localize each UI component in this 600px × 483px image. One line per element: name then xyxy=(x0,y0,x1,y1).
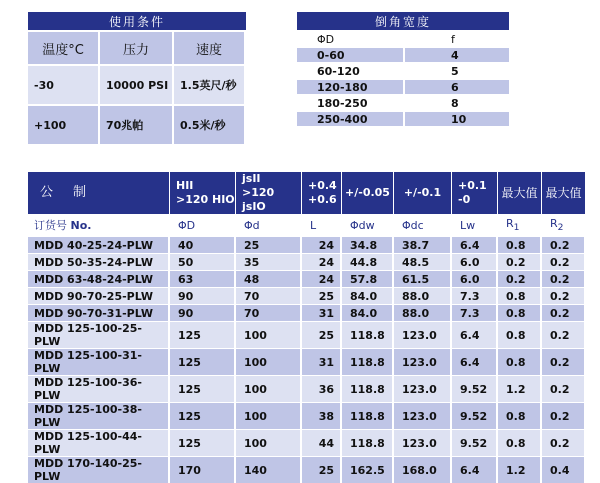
inner-diameter: 100 xyxy=(236,375,302,402)
R2-sub: 2 xyxy=(557,222,564,234)
header-row xyxy=(28,172,586,214)
label-row xyxy=(28,214,586,236)
r1-radius: 0.8 xyxy=(498,321,542,348)
dw-diameter: 84.0 xyxy=(342,304,394,321)
outer-diameter: 125 xyxy=(170,429,236,456)
outer-diameter: 40 xyxy=(170,236,236,253)
table-row xyxy=(28,236,586,253)
r1-radius: 0.8 xyxy=(498,348,542,375)
R1-sub: 1 xyxy=(513,222,520,234)
length: 24 xyxy=(302,253,342,270)
dw-label: Φdw xyxy=(342,214,394,236)
r1-radius: 0.2 xyxy=(498,270,542,287)
r1-radius: 0.8 xyxy=(498,429,542,456)
order-number: MDD 90-70-25-PLW xyxy=(28,287,170,304)
lw-width: 7.3 xyxy=(452,304,498,321)
order-label-text: 订货号 xyxy=(34,219,67,232)
lw-width: 6.4 xyxy=(452,236,498,253)
dw-diameter: 118.8 xyxy=(342,402,394,429)
dw-diameter: 162.5 xyxy=(342,456,394,483)
chamfer-range: 250-400 xyxy=(297,110,405,126)
temp-header: 温度°C xyxy=(28,30,100,64)
length: 31 xyxy=(302,304,342,321)
chamfer-header-f: f xyxy=(405,30,509,46)
outer-diameter: 63 xyxy=(170,270,236,287)
chamfer-f: 8 xyxy=(405,94,509,110)
dw-diameter: 118.8 xyxy=(342,348,394,375)
dc-diameter: 123.0 xyxy=(394,321,452,348)
r2-radius: 0.2 xyxy=(542,304,586,321)
inner-diameter: 100 xyxy=(236,348,302,375)
dc-diameter: 123.0 xyxy=(394,429,452,456)
r1-radius: 0.8 xyxy=(498,304,542,321)
order-number: MDD 125-100-25-PLW xyxy=(28,321,170,348)
lw-width: 9.52 xyxy=(452,429,498,456)
outer-diameter: 125 xyxy=(170,321,236,348)
length: 25 xyxy=(302,321,342,348)
dc-label: Φdc xyxy=(394,214,452,236)
r2-radius: 0.2 xyxy=(542,321,586,348)
length-tol-line2: +0.6 xyxy=(308,193,337,206)
dc-diameter: 48.5 xyxy=(394,253,452,270)
table-row xyxy=(28,402,586,429)
outer-diameter: 125 xyxy=(170,348,236,375)
inner-diameter: 100 xyxy=(236,429,302,456)
r1-radius: 0.8 xyxy=(498,236,542,253)
inner-diameter: 70 xyxy=(236,287,302,304)
shaft-tol-line2: >120 jsIO xyxy=(242,186,275,213)
outer-diameter: 125 xyxy=(170,402,236,429)
order-number: MDD 125-100-36-PLW xyxy=(28,375,170,402)
conditions-title: 使用条件 xyxy=(28,12,246,30)
dc-diameter: 88.0 xyxy=(394,287,452,304)
pressure-header: 压力 xyxy=(100,30,174,64)
inner-diameter: 25 xyxy=(236,236,302,253)
chamfer-range: 180-250 xyxy=(297,94,405,110)
chamfer-f: 5 xyxy=(405,62,509,78)
R1-text: R xyxy=(506,216,514,230)
speed-header: 速度 xyxy=(174,30,246,64)
table-row xyxy=(28,375,586,402)
table-row xyxy=(28,270,586,287)
outer-diameter: 90 xyxy=(170,304,236,321)
dc-tol-header: +/-0.1 xyxy=(394,172,452,214)
order-number: MDD 50-35-24-PLW xyxy=(28,253,170,270)
inner-diameter: 70 xyxy=(236,304,302,321)
dc-diameter: 61.5 xyxy=(394,270,452,287)
temp-max: +100 xyxy=(28,104,100,144)
order-number: MDD 125-100-38-PLW xyxy=(28,402,170,429)
dw-diameter: 118.8 xyxy=(342,375,394,402)
dc-diameter: 123.0 xyxy=(394,402,452,429)
order-label xyxy=(28,214,170,236)
table-row xyxy=(28,348,586,375)
table-row xyxy=(28,321,586,348)
pressure-psi: 10000 PSI xyxy=(100,64,174,104)
chamfer-f: 6 xyxy=(405,78,509,94)
Lw-label: Lw xyxy=(452,214,498,236)
order-number: MDD 90-70-31-PLW xyxy=(28,304,170,321)
outer-diameter: 170 xyxy=(170,456,236,483)
R2-label xyxy=(542,214,586,236)
chamfer-range: 60-120 xyxy=(297,62,405,78)
conditions-table xyxy=(28,12,246,144)
length: 24 xyxy=(302,236,342,253)
r2-radius: 0.2 xyxy=(542,270,586,287)
r2-radius: 0.2 xyxy=(542,375,586,402)
order-number: MDD 40-25-24-PLW xyxy=(28,236,170,253)
length: 38 xyxy=(302,402,342,429)
r2-radius: 0.2 xyxy=(542,348,586,375)
hole-tol-line2: >120 HIO xyxy=(176,193,235,206)
length: 36 xyxy=(302,375,342,402)
outer-diameter: 125 xyxy=(170,375,236,402)
r2-radius: 0.4 xyxy=(542,456,586,483)
r1-radius: 0.8 xyxy=(498,402,542,429)
inner-diameter: 100 xyxy=(236,402,302,429)
lw-width: 6.0 xyxy=(452,253,498,270)
length-tol-header xyxy=(302,172,342,214)
metric-header: 公制 xyxy=(28,172,170,214)
length: 24 xyxy=(302,270,342,287)
D-label: ΦD xyxy=(170,214,236,236)
outer-diameter: 90 xyxy=(170,287,236,304)
order-number: MDD 170-140-25-PLW xyxy=(28,456,170,483)
lw-tol-line1: +0.1 xyxy=(458,179,487,192)
R1-label xyxy=(498,214,542,236)
temp-min: -30 xyxy=(28,64,100,104)
lw-width: 9.52 xyxy=(452,402,498,429)
r2-radius: 0.2 xyxy=(542,287,586,304)
dimension-table xyxy=(28,172,586,483)
r2-radius: 0.2 xyxy=(542,429,586,456)
dc-diameter: 168.0 xyxy=(394,456,452,483)
inner-diameter: 48 xyxy=(236,270,302,287)
lw-tol-header xyxy=(452,172,498,214)
chamfer-f: 4 xyxy=(405,46,509,62)
speed-m: 0.5米/秒 xyxy=(174,104,246,144)
dc-diameter: 123.0 xyxy=(394,375,452,402)
r1-radius: 1.2 xyxy=(498,456,542,483)
chamfer-table xyxy=(297,12,509,126)
r2-radius: 0.2 xyxy=(542,236,586,253)
lw-width: 6.4 xyxy=(452,456,498,483)
hole-tol-line1: HII xyxy=(176,179,194,192)
r2-max-header: 最大值 xyxy=(542,172,586,214)
dc-diameter: 123.0 xyxy=(394,348,452,375)
table-row xyxy=(28,287,586,304)
R2-text: R xyxy=(550,216,558,230)
table-row xyxy=(28,304,586,321)
order-number: MDD 125-100-31-PLW xyxy=(28,348,170,375)
dimension-rows xyxy=(28,236,586,483)
dw-diameter: 118.8 xyxy=(342,321,394,348)
hole-tol-header xyxy=(170,172,236,214)
lw-width: 7.3 xyxy=(452,287,498,304)
dw-diameter: 44.8 xyxy=(342,253,394,270)
chamfer-header-d: ΦD xyxy=(297,30,405,46)
lw-width: 6.0 xyxy=(452,270,498,287)
dw-diameter: 84.0 xyxy=(342,287,394,304)
length: 44 xyxy=(302,429,342,456)
length: 31 xyxy=(302,348,342,375)
order-number: MDD 125-100-44-PLW xyxy=(28,429,170,456)
r1-max-header: 最大值 xyxy=(498,172,542,214)
dc-diameter: 38.7 xyxy=(394,236,452,253)
chamfer-title: 倒角宽度 xyxy=(297,12,509,30)
length: 25 xyxy=(302,287,342,304)
r2-radius: 0.2 xyxy=(542,253,586,270)
inner-diameter: 140 xyxy=(236,456,302,483)
r1-radius: 1.2 xyxy=(498,375,542,402)
table-row xyxy=(28,253,586,270)
r2-radius: 0.2 xyxy=(542,402,586,429)
dc-diameter: 88.0 xyxy=(394,304,452,321)
chamfer-range: 0-60 xyxy=(297,46,405,62)
chamfer-f: 10 xyxy=(405,110,509,126)
dw-diameter: 34.8 xyxy=(342,236,394,253)
dw-diameter: 118.8 xyxy=(342,429,394,456)
dw-diameter: 57.8 xyxy=(342,270,394,287)
d-label: Φd xyxy=(236,214,302,236)
lw-tol-line2: -0 xyxy=(458,193,471,206)
shaft-tol-line1: jsII xyxy=(242,172,261,185)
L-label: L xyxy=(302,214,342,236)
r1-radius: 0.2 xyxy=(498,253,542,270)
table-row xyxy=(28,429,586,456)
outer-diameter: 50 xyxy=(170,253,236,270)
lw-width: 9.52 xyxy=(452,375,498,402)
order-number: MDD 63-48-24-PLW xyxy=(28,270,170,287)
length: 25 xyxy=(302,456,342,483)
pressure-mpa: 70兆帕 xyxy=(100,104,174,144)
dw-tol-header: +/-0.05 xyxy=(342,172,394,214)
lw-width: 6.4 xyxy=(452,321,498,348)
inner-diameter: 35 xyxy=(236,253,302,270)
chamfer-range: 120-180 xyxy=(297,78,405,94)
inner-diameter: 100 xyxy=(236,321,302,348)
r1-radius: 0.8 xyxy=(498,287,542,304)
order-no-label: No. xyxy=(70,219,92,232)
shaft-tol-header xyxy=(236,172,302,214)
length-tol-line1: +0.4 xyxy=(308,179,337,192)
speed-ft: 1.5英尺/秒 xyxy=(174,64,246,104)
lw-width: 6.4 xyxy=(452,348,498,375)
